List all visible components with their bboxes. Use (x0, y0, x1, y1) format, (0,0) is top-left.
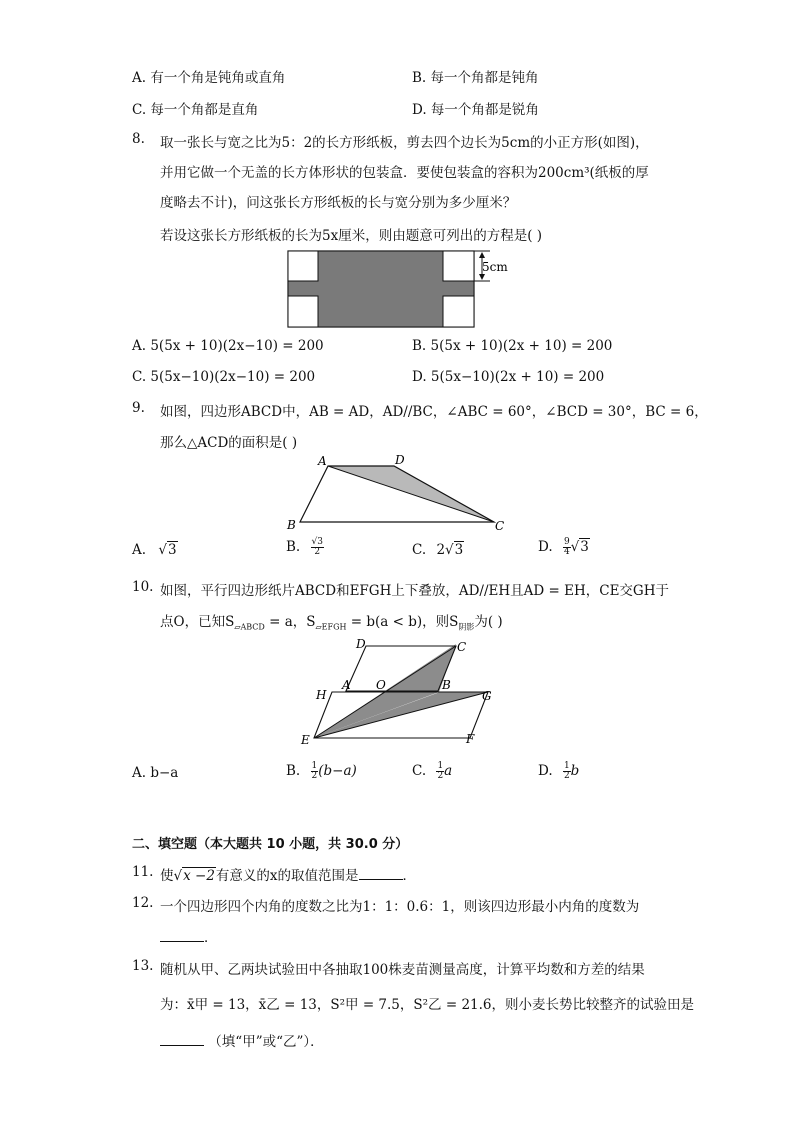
q7-option-b: B. 每一个角都是钝角 (412, 70, 539, 86)
point-o-label: O (376, 678, 386, 692)
q12-number: 12. (132, 895, 154, 911)
q10-line-2-part-b: = a，S (264, 614, 316, 630)
q10-option-d-denominator: 2 (563, 771, 570, 781)
q10-option-b-denominator: 2 (311, 771, 318, 781)
point-a-label: A (342, 678, 351, 692)
q9-option-a-label: A. (132, 542, 147, 558)
q9-option-b-label: B. (286, 539, 301, 555)
q9-option-d-label: D. (538, 539, 553, 555)
q10-number: 10. (132, 579, 154, 595)
q8-line-2: 并用它做一个无盖的长方体形状的包装盒．要使包装盒的容积为200cm³(纸板的厚 (160, 165, 649, 181)
q8-option-b: B. 5(5x + 10)(2x + 10) = 200 (412, 338, 613, 354)
q10-subscript-efgh: ▱EFGH (315, 622, 347, 632)
q12-line-1: 一个四边形四个内角的度数之比为1：1：0.6：1，则该四边形最小内角的度数为 (160, 899, 640, 915)
q8-box-figure (285, 248, 515, 332)
q10-option-c-expression: a (444, 763, 453, 779)
q9-option-b (286, 538, 324, 557)
q13-line-2: 为：x̄甲 = 13，x̄乙 = 13，S²甲 = 7.5，S²乙 = 21.6，则小麦长势比较整齐的试验田是 (160, 997, 695, 1013)
q10-option-c-numerator: 1 (437, 761, 444, 771)
dim-arrow-up (479, 252, 485, 258)
q9-option-d-radicand: 3 (580, 539, 589, 555)
q8-line-3: 度略去不计)，问这张长方形纸板的长与宽分别为多少厘米？ (160, 195, 517, 211)
q10-option-b-label: B. (286, 763, 301, 779)
q12-line-2 (160, 926, 218, 946)
q10-option-d-numerator: 1 (563, 761, 570, 771)
q10-subscript-abcd: ▱ABCD (234, 622, 265, 632)
q11-text: 使√x −2有意义的x的取值范围是 ． (160, 868, 417, 884)
q11-text-end: ． (402, 868, 417, 884)
q7-option-a: A. 有一个角是钝角或直角 (132, 70, 286, 86)
q8-number: 8. (132, 131, 145, 147)
q10-option-b-expression: (b−a) (318, 763, 357, 779)
q9-number: 9. (132, 400, 145, 416)
q10-line-2-part-c: = b(a < b)，则S (346, 614, 459, 630)
q13-line-3 (160, 1030, 324, 1050)
point-d-label: D (395, 453, 405, 467)
q9-option-c: C. 2√3 (412, 542, 464, 558)
q13-number: 13. (132, 958, 154, 974)
q10-option-d-label: D. (538, 763, 553, 779)
point-b-label: B (442, 678, 451, 692)
q9-line-2: 那么△ACD的面积是( ) (160, 435, 298, 451)
section-2-heading: 二、填空题（本大题共 10 小题，共 30.0 分） (132, 837, 409, 852)
point-g-label: G (482, 689, 492, 703)
q9-option-d-denominator: 4 (563, 547, 570, 557)
q9-option-c-label: C. (412, 542, 427, 558)
q7-option-d: D. 每一个角都是锐角 (412, 102, 539, 118)
q13-line-1: 随机从甲、乙两块试验田中各抽取100株麦苗测量高度，计算平均数和方差的结果 (160, 962, 645, 978)
q9-option-d-numerator: 9 (563, 537, 570, 547)
q9-option-b-numerator: √3 (311, 537, 323, 547)
cut-square-top-left (288, 251, 318, 281)
point-f-label: F (466, 732, 475, 746)
q11-text-post: 有意义的x的取值范围是 (215, 868, 359, 884)
q13-line-3-text: （填“甲”或“乙”）． (208, 1034, 324, 1050)
q9-line-1: 如图，四边形ABCD中，AB = AD，AD//BC，∠ABC = 60°，∠BCD = 30°，BC = 6， (160, 404, 708, 420)
q10-option-b-numerator: 1 (311, 761, 318, 771)
cut-square-bottom-right (443, 296, 474, 327)
q10-line-1: 如图，平行四边形纸片ABCD和EFGH上下叠放，AD//EH且AD = EH，CE交GH于 (160, 583, 669, 599)
q8-option-a: A. 5(5x + 10)(2x−10) = 200 (132, 338, 324, 354)
cut-square-bottom-left (288, 296, 318, 327)
point-a-label: A (318, 454, 327, 468)
q9-option-c-radicand: 3 (454, 542, 464, 558)
q10-option-c (412, 762, 452, 781)
q8-line-1: 取一张长与宽之比为5：2的长方形纸板，剪去四个边长为5cm的小正方形(如图)， (160, 135, 649, 151)
q9-option-d: D. $\frac{9}{4}$ √3 (538, 537, 589, 557)
point-c-label: C (457, 640, 467, 654)
q8-option-c: C. 5(5x−10)(2x−10) = 200 (132, 369, 316, 385)
point-h-label: H (316, 688, 327, 702)
q11-radicand: x −2 (183, 868, 215, 884)
q10-option-d (538, 762, 579, 781)
q10-option-c-label: C. (412, 763, 427, 779)
point-d-label: D (356, 637, 366, 651)
q10-option-a: A. b−a (132, 765, 179, 781)
cut-square-top-right (443, 251, 474, 281)
q10-option-c-denominator: 2 (437, 771, 444, 781)
q8-option-d: D. 5(5x−10)(2x + 10) = 200 (412, 369, 605, 385)
point-c-label: C (495, 519, 505, 533)
q10-line-2-part-d: 为( ) (474, 614, 503, 630)
q12-text-end: ． (204, 930, 218, 946)
q10-option-b (286, 762, 357, 781)
point-b-label: B (287, 518, 296, 532)
dim-arrow-down (479, 274, 485, 280)
q9-trapezoid-figure (282, 450, 512, 534)
q10-subscript-shaded: 阴影 (458, 622, 475, 632)
q9-option-a-radicand: 3 (167, 542, 177, 558)
dim-label-5cm: 5cm (482, 260, 508, 274)
q11-text-pre: 使 (160, 868, 174, 884)
q10-option-d-expression: b (570, 763, 580, 779)
q9-option-c-coefficient: 2 (436, 542, 446, 558)
q12-answer-blank[interactable] (160, 929, 204, 942)
q10-parallelogram-figure (298, 634, 508, 748)
q13-answer-blank[interactable] (160, 1033, 204, 1046)
q9-option-b-denominator: 2 (314, 547, 321, 557)
q11-answer-blank[interactable] (359, 867, 403, 880)
point-e-label: E (301, 733, 310, 747)
diagonal-ac (328, 466, 494, 522)
q9-option-a: A. √3 (132, 542, 177, 558)
q11-number: 11. (132, 864, 154, 880)
q8-line-4: 若设这张长方形纸板的长为5x厘米，则由题意可列出的方程是( ) (160, 228, 543, 244)
q10-line-2 (160, 610, 503, 633)
q10-line-2-part-a: 点O，已知S (160, 614, 235, 630)
q7-option-c: C. 每一个角都是直角 (132, 102, 259, 118)
